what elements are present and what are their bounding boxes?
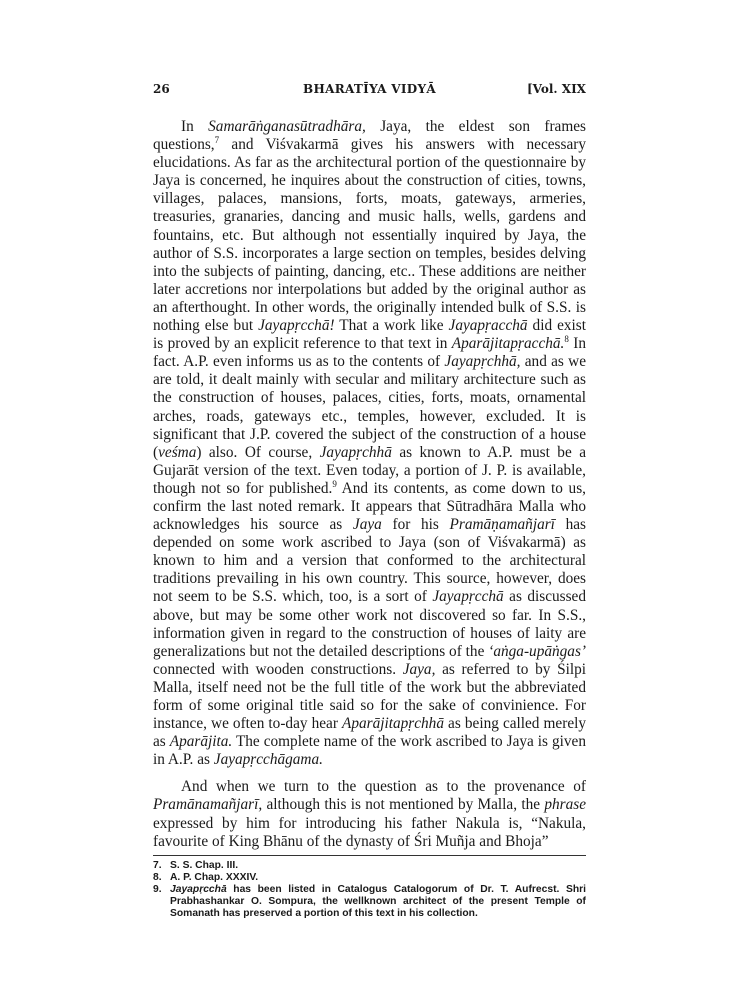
text-run: That a work like (334, 317, 449, 335)
footnote-number: 9. (153, 883, 162, 895)
italic-text: Jayapṛcchā (432, 588, 504, 606)
text-run: did exist is proved by an explicit reference to that text in (153, 317, 587, 353)
text-run: S. S. Chap. III. (170, 859, 239, 871)
italic-text: Aparājita. (169, 733, 233, 751)
text-run: and as we are told, it dealt mainly with secular and military architecture such as the construction of houses, palaces, cities, forts, moats, ornamental arches, roads, gateways etc., temples, however, excluded. It is significant that J.P. covered the subject of the construction of a house ( (153, 353, 587, 461)
footnote-8 (153, 872, 586, 884)
italic-text: Jaya, (402, 660, 436, 678)
footnote-text (170, 884, 586, 920)
footnote-ref: 9 (332, 478, 337, 489)
text-run: has been listed in Catalogus Catalogorum of Dr. T. Aufrecst. Shri Prabhashankar O. Sompura, the wellknown architect of the present Temple of Somanath has preserved a portion of this text in his collection. (170, 883, 586, 919)
text-run: as being called merely as (153, 715, 587, 751)
text-run: A. P. Chap. XXXIV. (170, 871, 259, 883)
text-run: In (181, 118, 209, 135)
italic-text: Jayapṛcchā (170, 883, 227, 895)
footnote-text (170, 872, 586, 884)
text-run: and Viśvakarmā gives his answers with necessary elucidations. As far as the architectural portion of the questionnaire by Jaya is concerned, he inquires about the construction of cities, towns, villages, palaces, mansions, forts, moats, gateways, armeries, treasuries, granaries, dancing and music halls, wells, gardens and fountains, etc. But although not essentially inquired by Jaya, the author of S.S. incorporates a large section on temples, besides delving into the subjects of painting, dancing, etc.. These additions are neither later accretions nor interpolations but added by the original author as an afterthought. In other words, the originally intended bulk of S.S. is nothing else but (153, 136, 586, 335)
italic-text: Pramāṇamañjarī (449, 516, 555, 534)
footnote-number: 8. (153, 871, 162, 883)
text-run: expressed by him for introducing his father Nakula is, “Nakula, favourite of King Bhānu of the dynasty of Śri Muñja and Bhoja” (153, 814, 586, 850)
footnote-number: 7. (153, 859, 162, 871)
text-run: And its contents, as come down to us, confirm the last noted remark. It appears that Sūtradhāra Malla who acknowledges his source as (153, 479, 586, 534)
footnote-ref: 8 (564, 334, 569, 345)
footnote-9 (153, 884, 586, 920)
journal-title: BHARATĪYA VIDYĀ (303, 82, 436, 96)
italic-text: Jayapṛcchāgama. (213, 751, 323, 769)
book-page (153, 82, 586, 920)
italic-text: Jayapṛchhā, (444, 353, 521, 371)
italic-text: Jayapṛchhā (319, 443, 392, 461)
text-run: And when we turn to the question as to the provenance of (181, 778, 586, 796)
text-run: The complete name of the work ascribed to Jaya is given in A.P. as (153, 733, 586, 769)
text-run: as discussed above, but may be some other work not discovered so far. In S.S., information given in regard to the construction of houses of laity are generalizations but not the detailed descriptions of the (153, 588, 586, 660)
volume-label: [Vol. XIX (526, 82, 586, 96)
italic-text: Aparājitapṛacchā. (451, 335, 565, 353)
text-run: as known to A.P. must be a Gujarāt version of the text. Even today, a portion of J. P. is available, though not so for published. (153, 443, 586, 497)
footnote-7 (153, 860, 586, 872)
text-run: In fact. A.P. even informs us as to the contents of (153, 335, 586, 371)
paragraph-1 (153, 118, 586, 769)
italic-text: Samarāṅganasūtradhāra, (208, 118, 366, 135)
text-run: Jaya, the eldest son frames questions, (153, 118, 586, 154)
text-run: connected with wooden constructions. (153, 660, 403, 678)
footnote-ref: 7 (214, 135, 220, 145)
text-run: although this is not mentioned by Malla, the (262, 796, 545, 814)
footnote-divider (153, 855, 586, 856)
running-header (153, 82, 586, 102)
italic-text: ‘aṅga-upāṅgas’ (488, 642, 586, 660)
page-number: 26 (153, 82, 170, 96)
italic-text: phrase (544, 796, 586, 814)
italic-text: Aparājitapṛchhā (342, 715, 444, 733)
italic-text: Jayapṛacchā (448, 317, 528, 335)
italic-text: Jayapṛcchā! (258, 317, 335, 335)
text-run: as referred to by Śilpi Malla, itself need not be the full title of the work but the abbreviated form of some original title said so for the sake of convinience. For instance, we often to-day hear (153, 660, 586, 733)
paragraph-2 (153, 778, 586, 850)
footnote-text (170, 860, 586, 872)
italic-text: veśma (158, 443, 197, 461)
text-run: ) also. Of course, (196, 443, 320, 461)
text-run: has depended on some work ascribed to Jaya (son of Viśvakarmā) as known to him and a version that conformed to the architectural traditions prevailing in his own country. This source, however, does not seem to be S.S. which, too, is a sort of (153, 516, 586, 606)
text-run: for his (381, 516, 450, 534)
footnotes (153, 860, 586, 920)
italic-text: Jaya (352, 516, 382, 534)
body-text (153, 118, 586, 851)
italic-text: Pramānamañjarī, (153, 796, 263, 814)
